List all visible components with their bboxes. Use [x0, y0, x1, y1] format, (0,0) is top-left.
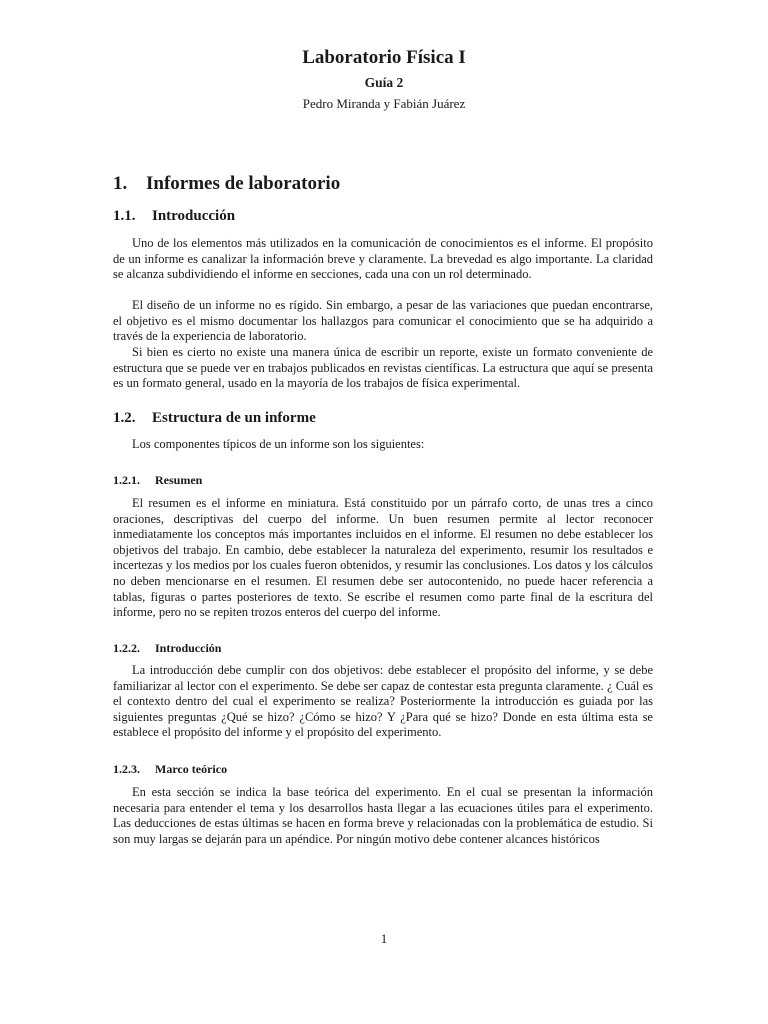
paragraph: En esta sección se indica la base teórica del experimento. En el cual se presentan la información necesaria para entender el tema y los desarrollos hasta llegar a las ecuaciones útiles para el experimento. Las deducciones de estas últimas se hacen en forma breve y relacionadas con la problemática de estudio. Si son muy largas se dejarán para un apéndice. Por ningún motivo debe contener alcances históricos [113, 785, 653, 846]
subsubsection-number: 1.2.2. [113, 641, 140, 655]
document-authors: Pedro Miranda y Fabián Juárez [302, 96, 466, 111]
subsubsection-title: Marco teórico [155, 762, 228, 776]
document-title: Laboratorio Física I [302, 47, 466, 68]
subsubsection-heading [113, 762, 227, 777]
section-number: 1. [113, 173, 128, 194]
subsection-heading [113, 208, 235, 225]
paragraph: El diseño de un informe no es rígido. Sin embargo, a pesar de las variaciones que puedan encontrarse, el objetivo es el mismo documentar los hallazgos para comunicar el conocimiento que se ha adquirido a través de la experiencia de laboratorio. [113, 298, 653, 344]
section-title: Informes de laboratorio [146, 173, 341, 194]
subsubsection-title: Introducción [155, 641, 222, 655]
subsection-number: 1.2. [113, 410, 136, 426]
subsection-title: Estructura de un informe [152, 410, 316, 426]
paragraph: El resumen es el informe en miniatura. Está constituido por un párrafo corto, de unas tres a cinco oraciones, descriptivas del cuerpo del informe. Un buen resumen permite al lector reconocer inmediatamente los conceptos más importantes incluidos en el informe. El resumen no debe establecer los objetivos del trabajo. En cambio, debe establecer la naturaleza del experimento, resumir los resultados e incertezas y los medios por los cuales fueron obtenidos, y resumir las conclusiones. Los datos y los cálculos no deben mencionarse en el resumen. El resumen debe ser autocontenido, no puede hacer referencia a tablas, figuras o partes posteriores de texto. Se escribe el resumen como parte final de la escritura del informe, pero no se repiten trozos enteros del cuerpo del informe. [113, 496, 653, 620]
section-heading [113, 173, 340, 195]
subsection-heading [113, 410, 316, 427]
paragraph: Si bien es cierto no existe una manera única de escribir un reporte, existe un formato conveniente de estructura que se puede ver en trabajos publicados en revistas científicas. La estructura que aquí se presenta es un formato general, usado en la mayoría de los trabajos de física experimental. [113, 345, 653, 391]
paragraph: Los componentes típicos de un informe son los siguientes: [132, 437, 425, 451]
subsubsection-heading [113, 473, 202, 488]
subsection-title: Introducción [152, 208, 236, 224]
subsubsection-heading [113, 641, 221, 656]
subsubsection-title: Resumen [155, 473, 203, 487]
paragraph: La introducción debe cumplir con dos objetivos: debe establecer el propósito del informe, y se debe familiarizar al lector con el experimento. Se debe ser capaz de contestar esta pregunta claramente. ¿ Cuál es el contexto dentro del cual el experimento se realiza? Posteriormente la introducción es guiada por las siguientes preguntas ¿Qué se hizo? ¿Cómo se hizo? Y ¿Para qué se hizo? Donde en esta última esta se establece el propósito del informe y el propósito del experimento. [113, 663, 653, 740]
document-subtitle: Guía 2 [364, 75, 404, 90]
paragraph: Uno de los elementos más utilizados en la comunicación de conocimientos es el informe. El propósito de un informe es canalizar la información breve y claramente. La brevedad es algo importante. La claridad se alcanza subdividiendo el informe en secciones, cada una con un rol determinado. [113, 236, 653, 282]
subsection-number: 1.1. [113, 208, 136, 224]
subsubsection-number: 1.2.1. [113, 473, 140, 487]
page-number: 1 [380, 931, 388, 946]
subsubsection-number: 1.2.3. [113, 762, 140, 776]
